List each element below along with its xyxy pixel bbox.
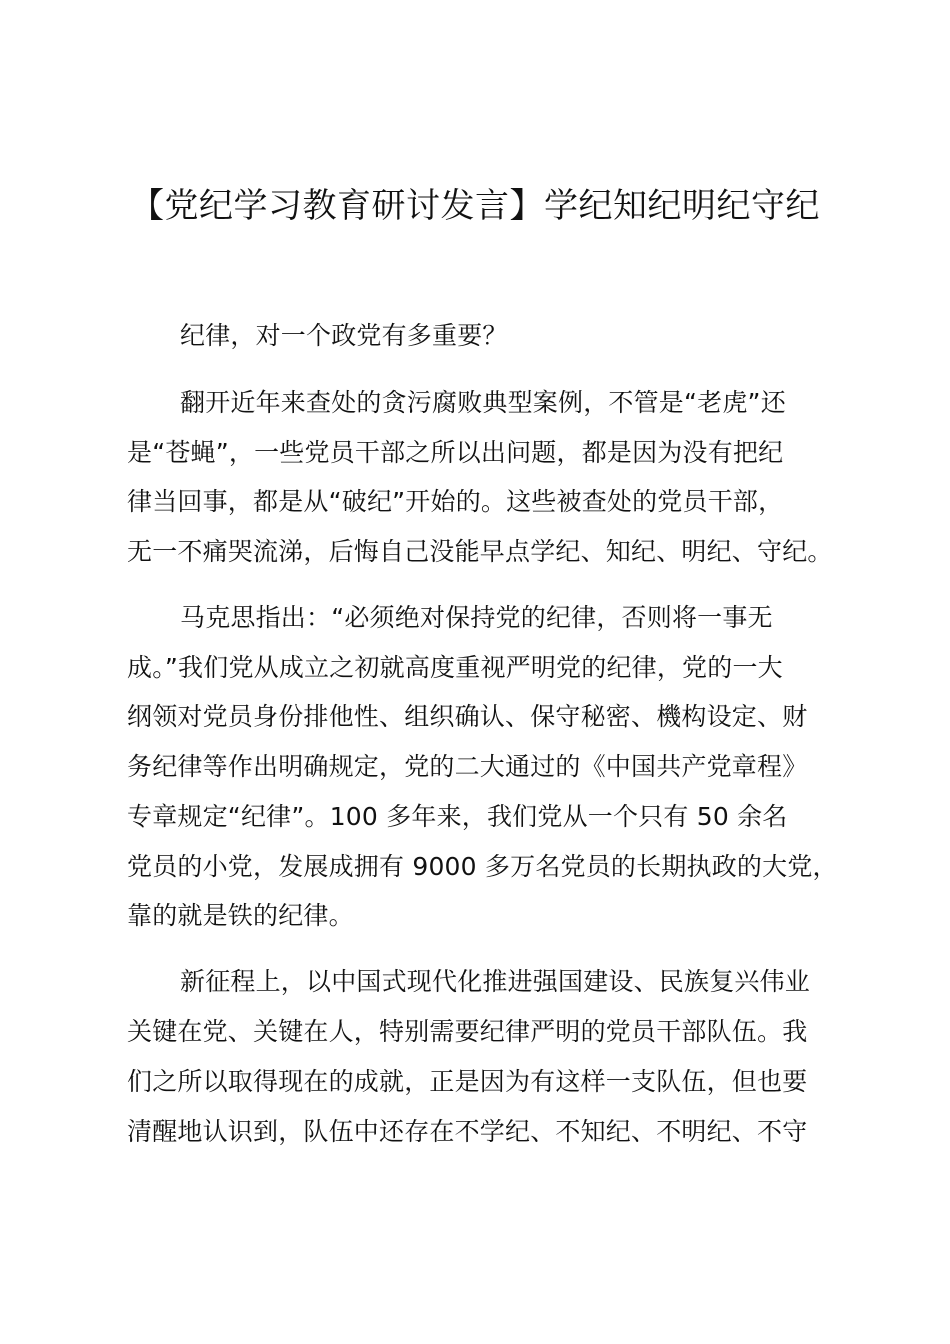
body-text-line: 纪律，对一个政党有多重要？ (180, 321, 508, 350)
body-text-line: 们之所以取得现在的成就，正是因为有这样一支队伍，但也要 (127, 1067, 808, 1096)
body-text-line: 无一不痛哭流涕，后悔自己没能早点学纪、知纪、明纪、守纪。 (127, 537, 833, 566)
body-text-line: 新征程上，以中国式现代化推进强国建设、民族复兴伟业 (180, 967, 811, 996)
body-text-line: 律当回事，都是从“破纪”开始的。这些被查处的党员干部， (127, 487, 784, 516)
body-text-line: 专章规定“纪律”。100 多年来，我们党从一个只有 50 余名 (127, 802, 788, 831)
document-title: 【党纪学习教育研讨发言】学纪知纪明纪守纪 (130, 186, 820, 226)
body-text-line: 靠的就是铁的纪律。 (127, 901, 354, 930)
body-text-line: 翻开近年来查处的贪污腐败典型案例，不管是“老虎”还 (180, 388, 786, 417)
body-text-line: 党员的小党，发展成拥有 9000 多万名党员的长期执政的大党， (127, 852, 838, 881)
body-text-line: 马克思指出：“必须绝对保持党的纪律，否则将一事无 (180, 603, 773, 632)
body-text-line: 关键在党、关键在人，特别需要纪律严明的党员干部队伍。我 (127, 1017, 808, 1046)
body-text-line: 是“苍蝇”，一些党员干部之所以出问题，都是因为没有把纪 (127, 438, 784, 467)
body-text-line: 清醒地认识到，队伍中还存在不学纪、不知纪、不明纪、不守 (127, 1117, 808, 1146)
body-text-line: 纲领对党员身份排他性、组织确认、保守秘密、機构设定、财 (127, 702, 808, 731)
body-text-line: 成。”我们党从成立之初就高度重视严明党的纪律，党的一大 (127, 653, 783, 682)
body-text-line: 务纪律等作出明确规定，党的二大通过的《中国共产党章程》 (127, 752, 808, 781)
